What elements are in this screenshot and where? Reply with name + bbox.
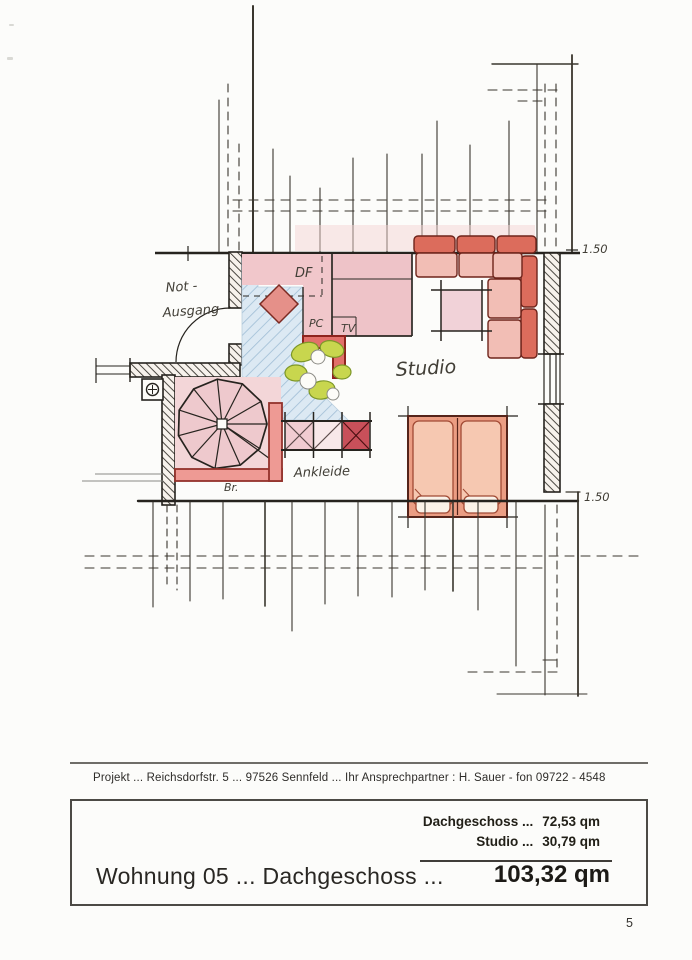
- summary-row-label: Studio ...: [476, 834, 534, 849]
- scan-artifact: [7, 57, 13, 60]
- total-area-value: 103,32 qm: [493, 861, 610, 888]
- spiral-staircase: [175, 377, 281, 469]
- summary-row-dachgeschoss: [423, 814, 600, 829]
- dimension-label-top: 1.50: [582, 242, 608, 256]
- apartment-title: Wohnung 05 ... Dachgeschoss ...: [96, 863, 444, 889]
- footer-rule: [70, 762, 648, 764]
- pillow: [464, 496, 498, 513]
- summary-row-studio: [476, 834, 600, 849]
- label-studio: Studio: [395, 355, 457, 381]
- label-tv: TV: [341, 322, 356, 335]
- left-construction-lines: [82, 474, 163, 481]
- window-symbol: [538, 354, 564, 404]
- summary-row-label: Dachgeschoss ...: [422, 814, 534, 829]
- column-symbol: [142, 379, 163, 400]
- coffee-table: [431, 280, 492, 341]
- south-wall-and-rafters: [85, 492, 638, 696]
- scan-artifact: [9, 24, 14, 26]
- label-dressing: Ankleide: [293, 464, 351, 481]
- area-summary-box: [70, 799, 648, 906]
- label-balustrade: Br.: [224, 481, 239, 494]
- roof-rafters-top: [219, 6, 578, 258]
- label-emergency-exit-2: Ausgang: [162, 302, 220, 321]
- pillow: [416, 496, 450, 513]
- label-roof-window: DF: [295, 266, 313, 281]
- summary-row-value: 30,79 qm: [542, 834, 600, 849]
- east-wall: [538, 253, 564, 492]
- label-emergency-exit-1: Not -: [165, 278, 198, 296]
- summary-row-value: 72,53 qm: [542, 814, 600, 829]
- double-bed: [398, 406, 518, 528]
- project-info-line: Projekt ... Reichsdorfstr. 5 ... 97526 Sennfeld ... Ihr Ansprechpartner : H. Sauer - fon 09722 - 4548: [93, 772, 606, 784]
- dimension-label-bottom: 1.50: [584, 490, 610, 504]
- label-pc: PC: [309, 317, 324, 330]
- page-number: 5: [626, 916, 633, 930]
